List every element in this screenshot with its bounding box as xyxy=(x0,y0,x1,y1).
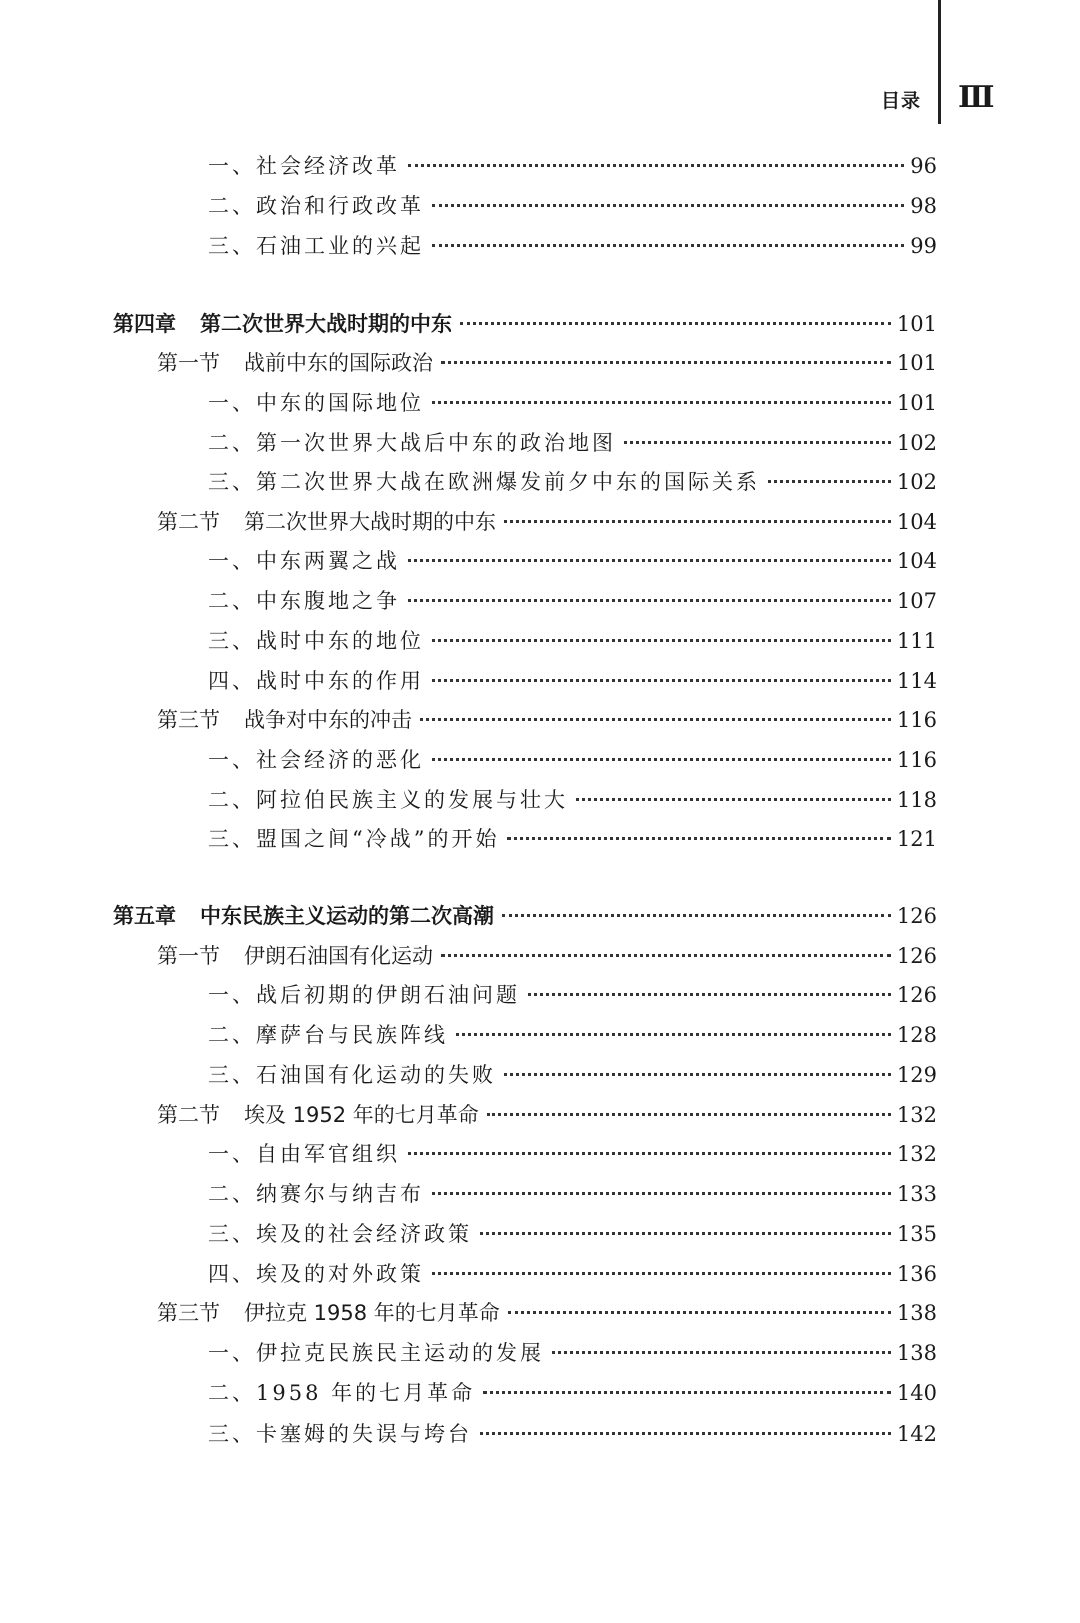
toc-entry-title xyxy=(208,1418,472,1448)
page-number: 116 xyxy=(896,708,937,732)
toc-entry-title xyxy=(208,1059,496,1089)
page-number: 138 xyxy=(896,1341,937,1365)
dot-leader xyxy=(432,204,904,207)
dot-leader xyxy=(408,599,891,602)
dot-leader xyxy=(508,1311,891,1314)
toc-entry-title xyxy=(208,585,400,615)
item-title: 一、社会经济的恶化 xyxy=(208,748,424,772)
toc-entry-title xyxy=(157,940,433,970)
toc-entry-chapter[interactable] xyxy=(113,308,937,342)
page-number: 136 xyxy=(896,1262,937,1286)
chapter-number: 第五章 xyxy=(113,904,176,928)
page-number: 118 xyxy=(896,788,937,812)
section-number: 第一节 xyxy=(157,944,220,968)
toc-entry-section[interactable] xyxy=(157,940,937,974)
toc-entry-title xyxy=(208,744,424,774)
dot-leader xyxy=(487,1113,891,1116)
dot-leader xyxy=(624,441,891,444)
toc-entry-item[interactable] xyxy=(208,150,937,184)
toc-entry-item[interactable] xyxy=(208,1377,937,1411)
section-number: 第三节 xyxy=(157,708,220,732)
page-number: 101 xyxy=(896,391,937,415)
dot-leader xyxy=(432,679,891,682)
page-number: 102 xyxy=(896,470,937,494)
section-title: 第二次世界大战时期的中东 xyxy=(244,510,496,534)
toc-entry-section[interactable] xyxy=(157,1099,937,1133)
dot-leader xyxy=(768,480,891,483)
section-number: 第三节 xyxy=(157,1301,220,1325)
item-title: 二、中东腹地之争 xyxy=(208,589,400,613)
dot-leader xyxy=(408,1152,891,1155)
page-number: 104 xyxy=(896,549,937,573)
header-rule xyxy=(938,0,941,124)
dot-leader xyxy=(528,993,891,996)
item-title: 二、纳赛尔与纳吉布 xyxy=(208,1182,424,1206)
dot-leader xyxy=(480,1232,891,1235)
dot-leader xyxy=(507,837,890,840)
toc-entry-item[interactable] xyxy=(208,427,937,461)
item-title: 三、埃及的社会经济政策 xyxy=(208,1222,472,1246)
toc-entry-item[interactable] xyxy=(208,1138,937,1172)
section-number: 第二节 xyxy=(157,1103,220,1127)
toc-entry-item[interactable] xyxy=(208,625,937,659)
item-title: 一、战后初期的伊朗石油问题 xyxy=(208,983,520,1007)
toc-entry-item[interactable] xyxy=(208,230,937,264)
toc-entry-title xyxy=(113,900,494,930)
page-number: 132 xyxy=(896,1103,937,1127)
section-title: 伊朗石油国有化运动 xyxy=(244,944,433,968)
toc-entry-title xyxy=(157,506,496,536)
item-title: 二、阿拉伯民族主义的发展与壮大 xyxy=(208,788,568,812)
toc-entry-item[interactable] xyxy=(208,744,937,778)
toc-entry-title xyxy=(208,1019,448,1049)
dot-leader xyxy=(460,322,891,325)
dot-leader xyxy=(456,1033,891,1036)
page-number: 98 xyxy=(910,194,937,218)
toc-entry-title xyxy=(208,625,424,655)
section-number: 第一节 xyxy=(157,351,220,375)
dot-leader xyxy=(576,798,891,801)
dot-leader xyxy=(432,244,904,247)
toc-entry-title xyxy=(157,704,412,734)
page-number: 104 xyxy=(896,510,937,534)
page-number: 116 xyxy=(896,748,937,772)
toc-entry-title xyxy=(208,230,424,260)
item-title: 四、战时中东的作用 xyxy=(208,669,424,693)
toc-entry-title xyxy=(208,150,400,180)
toc-entry-title xyxy=(157,1297,500,1327)
page-number: 121 xyxy=(896,827,937,851)
toc-entry-item[interactable] xyxy=(208,545,937,579)
toc-entry-title xyxy=(208,1218,472,1248)
item-title: 四、埃及的对外政策 xyxy=(208,1262,424,1286)
toc-entry-item[interactable] xyxy=(208,585,937,619)
toc-entry-title xyxy=(208,665,424,695)
item-title: 三、石油国有化运动的失败 xyxy=(208,1063,496,1087)
chapter-title: 第二次世界大战时期的中东 xyxy=(200,312,452,336)
page-number: 132 xyxy=(896,1142,937,1166)
toc-entry-section[interactable] xyxy=(157,704,937,738)
toc-entry-title xyxy=(208,823,499,853)
toc-entry-section[interactable] xyxy=(157,506,937,540)
toc-entry-item[interactable] xyxy=(208,1059,937,1093)
toc-entry-title xyxy=(208,190,424,220)
toc-entry-item[interactable] xyxy=(208,784,937,818)
toc-entry-title xyxy=(208,387,424,417)
dot-leader xyxy=(408,164,904,167)
item-title: 三、石油工业的兴起 xyxy=(208,234,424,258)
item-title: 二、第一次世界大战后中东的政治地图 xyxy=(208,431,616,455)
section-title: 埃及 1952 年的七月革命 xyxy=(244,1103,479,1127)
toc-entry-title xyxy=(208,1377,475,1407)
page-number: 140 xyxy=(896,1381,937,1405)
toc-entry-item[interactable] xyxy=(208,1337,937,1371)
item-title: 三、盟国之间“冷战”的开始 xyxy=(208,827,500,851)
toc-entry-title xyxy=(113,308,452,338)
page-number: 129 xyxy=(896,1063,937,1087)
item-title: 三、战时中东的地位 xyxy=(208,629,424,653)
toc-entry-item[interactable] xyxy=(208,1019,937,1053)
page-number: 126 xyxy=(896,904,937,928)
toc-entry-title xyxy=(208,979,520,1009)
toc-entry-section[interactable] xyxy=(157,347,937,381)
page-number: 107 xyxy=(896,589,937,613)
toc-entry-title xyxy=(157,1099,479,1129)
dot-leader xyxy=(432,639,891,642)
item-title: 三、卡塞姆的失误与垮台 xyxy=(208,1422,472,1446)
section-title: 战争对中东的冲击 xyxy=(244,708,412,732)
dot-leader xyxy=(420,718,891,721)
page-number: 99 xyxy=(910,234,937,258)
toc-entry-title xyxy=(208,427,616,457)
toc-entry-title xyxy=(208,1337,544,1367)
page-number: 114 xyxy=(896,669,937,693)
page-number: 126 xyxy=(896,983,937,1007)
item-title: 一、伊拉克民族民主运动的发展 xyxy=(208,1341,544,1365)
page-number-roman: Ⅲ xyxy=(958,80,993,115)
toc-entry-item[interactable] xyxy=(208,1418,937,1452)
toc-entry-item[interactable] xyxy=(208,823,937,857)
toc-entry-title xyxy=(208,1258,424,1288)
dot-leader xyxy=(504,520,891,523)
toc-entry-item[interactable] xyxy=(208,466,937,500)
toc-entry-item[interactable] xyxy=(208,1258,937,1292)
page-number: 101 xyxy=(896,312,937,336)
item-title: 一、社会经济改革 xyxy=(208,154,400,178)
item-title: 一、中东的国际地位 xyxy=(208,391,424,415)
toc-entry-item[interactable] xyxy=(208,190,937,224)
dot-leader xyxy=(483,1391,891,1394)
item-title: 一、中东两翼之战 xyxy=(208,549,400,573)
toc-entry-title xyxy=(208,466,760,496)
page-number: 101 xyxy=(896,351,937,375)
dot-leader xyxy=(441,954,891,957)
item-title: 二、摩萨台与民族阵线 xyxy=(208,1023,448,1047)
toc-entry-chapter[interactable] xyxy=(113,900,937,934)
dot-leader xyxy=(408,559,891,562)
dot-leader xyxy=(432,401,891,404)
toc-entry-item[interactable] xyxy=(208,665,937,699)
dot-leader xyxy=(432,758,891,761)
page-number: 96 xyxy=(910,154,937,178)
toc-entry-title xyxy=(208,1138,400,1168)
page-number: 111 xyxy=(896,629,937,653)
dot-leader xyxy=(480,1432,891,1435)
toc-entry-item[interactable] xyxy=(208,387,937,421)
item-title: 三、第二次世界大战在欧洲爆发前夕中东的国际关系 xyxy=(208,470,760,494)
dot-leader xyxy=(432,1192,891,1195)
chapter-number: 第四章 xyxy=(113,312,176,336)
page-number: 142 xyxy=(896,1422,937,1446)
chapter-title: 中东民族主义运动的第二次高潮 xyxy=(200,904,494,928)
toc-entry-section[interactable] xyxy=(157,1297,937,1331)
item-title: 二、1958 年的七月革命 xyxy=(208,1381,476,1405)
dot-leader xyxy=(552,1351,891,1354)
page-number: 126 xyxy=(896,944,937,968)
toc-entry-title xyxy=(208,784,568,814)
page-number: 102 xyxy=(896,431,937,455)
page-number: 138 xyxy=(896,1301,937,1325)
page-number: 128 xyxy=(896,1023,937,1047)
dot-leader xyxy=(504,1073,891,1076)
section-number: 第二节 xyxy=(157,510,220,534)
toc-entry-item[interactable] xyxy=(208,979,937,1013)
toc-entry-title xyxy=(208,1178,424,1208)
toc-entry-item[interactable] xyxy=(208,1178,937,1212)
toc-entry-title xyxy=(208,545,400,575)
page-number: 133 xyxy=(896,1182,937,1206)
item-title: 一、自由军官组织 xyxy=(208,1142,400,1166)
section-title: 战前中东的国际政治 xyxy=(244,351,433,375)
page-number: 135 xyxy=(896,1222,937,1246)
dot-leader xyxy=(502,914,891,917)
dot-leader xyxy=(441,361,891,364)
toc-entry-title xyxy=(157,347,433,377)
running-header: 目录 xyxy=(881,90,922,112)
section-title: 伊拉克 1958 年的七月革命 xyxy=(244,1301,500,1325)
dot-leader xyxy=(432,1272,891,1275)
item-title: 二、政治和行政改革 xyxy=(208,194,424,218)
toc-entry-item[interactable] xyxy=(208,1218,937,1252)
